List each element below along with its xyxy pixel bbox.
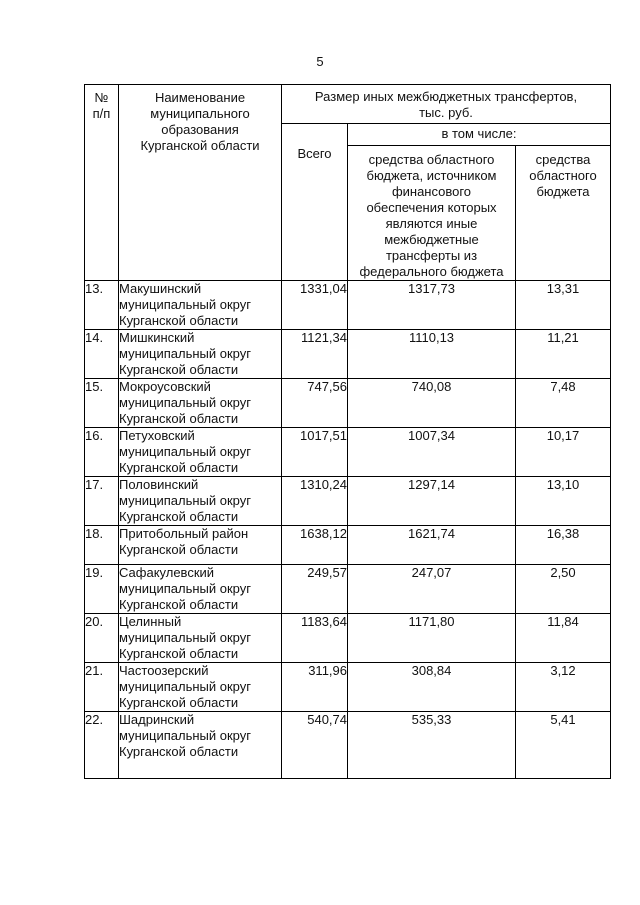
name-line: Петуховский bbox=[119, 428, 195, 443]
name-line: Мишкинский bbox=[119, 330, 195, 345]
header-text-line: Курганской области bbox=[140, 138, 260, 153]
municipality-name bbox=[119, 379, 282, 428]
regional-value: 13,31 bbox=[516, 281, 611, 330]
table-row bbox=[85, 281, 611, 330]
total-value: 1638,12 bbox=[282, 526, 348, 565]
total-value: 1017,51 bbox=[282, 428, 348, 477]
header-text-line: финансового bbox=[391, 184, 472, 199]
table-row bbox=[85, 712, 611, 779]
name-line: Курганской области bbox=[119, 313, 239, 328]
row-number: 22. bbox=[85, 712, 119, 779]
municipality-name bbox=[119, 281, 282, 330]
table-row bbox=[85, 477, 611, 526]
name-line: Курганской области bbox=[119, 460, 239, 475]
total-value: 1331,04 bbox=[282, 281, 348, 330]
municipality-name bbox=[119, 526, 282, 565]
federal-value: 1621,74 bbox=[348, 526, 516, 565]
row-number: 18. bbox=[85, 526, 119, 565]
header-text-line: Наименование bbox=[154, 90, 246, 105]
table-row bbox=[85, 526, 611, 565]
name-line: муниципальный округ bbox=[119, 297, 251, 312]
name-line: Курганской области bbox=[119, 411, 239, 426]
transfers-table bbox=[84, 84, 611, 779]
federal-value: 1007,34 bbox=[348, 428, 516, 477]
header-text-line: областного bbox=[529, 168, 597, 183]
municipality-name bbox=[119, 712, 282, 779]
header-text-line: № bbox=[94, 90, 109, 105]
municipality-name bbox=[119, 428, 282, 477]
table-body bbox=[85, 281, 611, 779]
federal-value: 1171,80 bbox=[348, 614, 516, 663]
name-line: Курганской области bbox=[119, 542, 239, 557]
total-value: 747,56 bbox=[282, 379, 348, 428]
name-line: муниципальный округ bbox=[119, 346, 251, 361]
header-total: Всего bbox=[282, 124, 348, 281]
regional-value: 16,38 bbox=[516, 526, 611, 565]
total-value: 540,74 bbox=[282, 712, 348, 779]
header-text-line: межбюджетные bbox=[384, 232, 479, 247]
municipality-name bbox=[119, 565, 282, 614]
page-number: 5 bbox=[316, 54, 324, 69]
regional-value: 11,84 bbox=[516, 614, 611, 663]
name-line: Курганской области bbox=[119, 597, 239, 612]
table-row bbox=[85, 379, 611, 428]
regional-value: 11,21 bbox=[516, 330, 611, 379]
name-line: Половинский bbox=[119, 477, 199, 492]
regional-value: 2,50 bbox=[516, 565, 611, 614]
name-line: муниципальный округ bbox=[119, 493, 251, 508]
name-line: муниципальный округ bbox=[119, 728, 251, 743]
header-including: в том числе: bbox=[348, 124, 611, 146]
name-line: Макушинский bbox=[119, 281, 202, 296]
table-row bbox=[85, 330, 611, 379]
total-value: 1183,64 bbox=[282, 614, 348, 663]
federal-value: 535,33 bbox=[348, 712, 516, 779]
header-text-line: муниципального bbox=[150, 106, 250, 121]
header-text-line: бюджета bbox=[536, 184, 590, 199]
header-transfer-size bbox=[282, 85, 611, 124]
name-line: муниципальный округ bbox=[119, 581, 251, 596]
name-line: Курганской области bbox=[119, 695, 239, 710]
name-line: Курганской области bbox=[119, 509, 239, 524]
header-text-line: являются иные bbox=[385, 216, 478, 231]
federal-value: 1297,14 bbox=[348, 477, 516, 526]
header-text-line: Размер иных межбюджетных трансфертов, bbox=[314, 89, 578, 104]
name-line: Целинный bbox=[119, 614, 182, 629]
table-row bbox=[85, 565, 611, 614]
header-text-line: п/п bbox=[92, 106, 111, 121]
row-number: 20. bbox=[85, 614, 119, 663]
table-row bbox=[85, 428, 611, 477]
header-name bbox=[119, 85, 282, 281]
name-line: Курганской области bbox=[119, 744, 239, 759]
header-text-line: образования bbox=[161, 122, 239, 137]
table-row bbox=[85, 614, 611, 663]
municipality-name bbox=[119, 663, 282, 712]
total-value: 1121,34 bbox=[282, 330, 348, 379]
header-text-line: обеспечения которых bbox=[366, 200, 497, 215]
header-text-line: средства областного bbox=[368, 152, 495, 167]
regional-value: 10,17 bbox=[516, 428, 611, 477]
regional-value: 5,41 bbox=[516, 712, 611, 779]
row-number: 13. bbox=[85, 281, 119, 330]
row-number: 16. bbox=[85, 428, 119, 477]
name-line: Мокроусовский bbox=[119, 379, 211, 394]
municipality-name bbox=[119, 614, 282, 663]
row-number: 17. bbox=[85, 477, 119, 526]
total-value: 311,96 bbox=[282, 663, 348, 712]
municipality-name bbox=[119, 477, 282, 526]
name-line: Курганской области bbox=[119, 362, 239, 377]
name-line: Сафакулевский bbox=[119, 565, 215, 580]
header-text-line: средства bbox=[535, 152, 591, 167]
name-line: муниципальный округ bbox=[119, 395, 251, 410]
regional-value: 7,48 bbox=[516, 379, 611, 428]
name-line: Шадринский bbox=[119, 712, 195, 727]
row-number: 15. bbox=[85, 379, 119, 428]
header-num bbox=[85, 85, 119, 281]
federal-value: 1110,13 bbox=[348, 330, 516, 379]
header-regional-funds bbox=[516, 146, 611, 281]
regional-value: 3,12 bbox=[516, 663, 611, 712]
total-value: 249,57 bbox=[282, 565, 348, 614]
regional-value: 13,10 bbox=[516, 477, 611, 526]
header-text-line: тыс. руб. bbox=[419, 105, 473, 120]
name-line: Притобольный район bbox=[119, 526, 249, 541]
table-row bbox=[85, 663, 611, 712]
header-text-line: бюджета, источником bbox=[366, 168, 497, 183]
row-number: 14. bbox=[85, 330, 119, 379]
municipality-name bbox=[119, 330, 282, 379]
total-value: 1310,24 bbox=[282, 477, 348, 526]
name-line: муниципальный округ bbox=[119, 679, 251, 694]
row-number: 19. bbox=[85, 565, 119, 614]
federal-value: 308,84 bbox=[348, 663, 516, 712]
name-line: муниципальный округ bbox=[119, 444, 251, 459]
federal-value: 1317,73 bbox=[348, 281, 516, 330]
federal-value: 740,08 bbox=[348, 379, 516, 428]
name-line: Курганской области bbox=[119, 646, 239, 661]
header-text-line: трансферты из bbox=[385, 248, 478, 263]
federal-value: 247,07 bbox=[348, 565, 516, 614]
name-line: Частоозерский bbox=[119, 663, 209, 678]
header-text-line: федерального бюджета bbox=[359, 264, 504, 279]
row-number: 21. bbox=[85, 663, 119, 712]
name-line: муниципальный округ bbox=[119, 630, 251, 645]
header-federal-funds bbox=[348, 146, 516, 281]
table-header bbox=[85, 85, 611, 281]
